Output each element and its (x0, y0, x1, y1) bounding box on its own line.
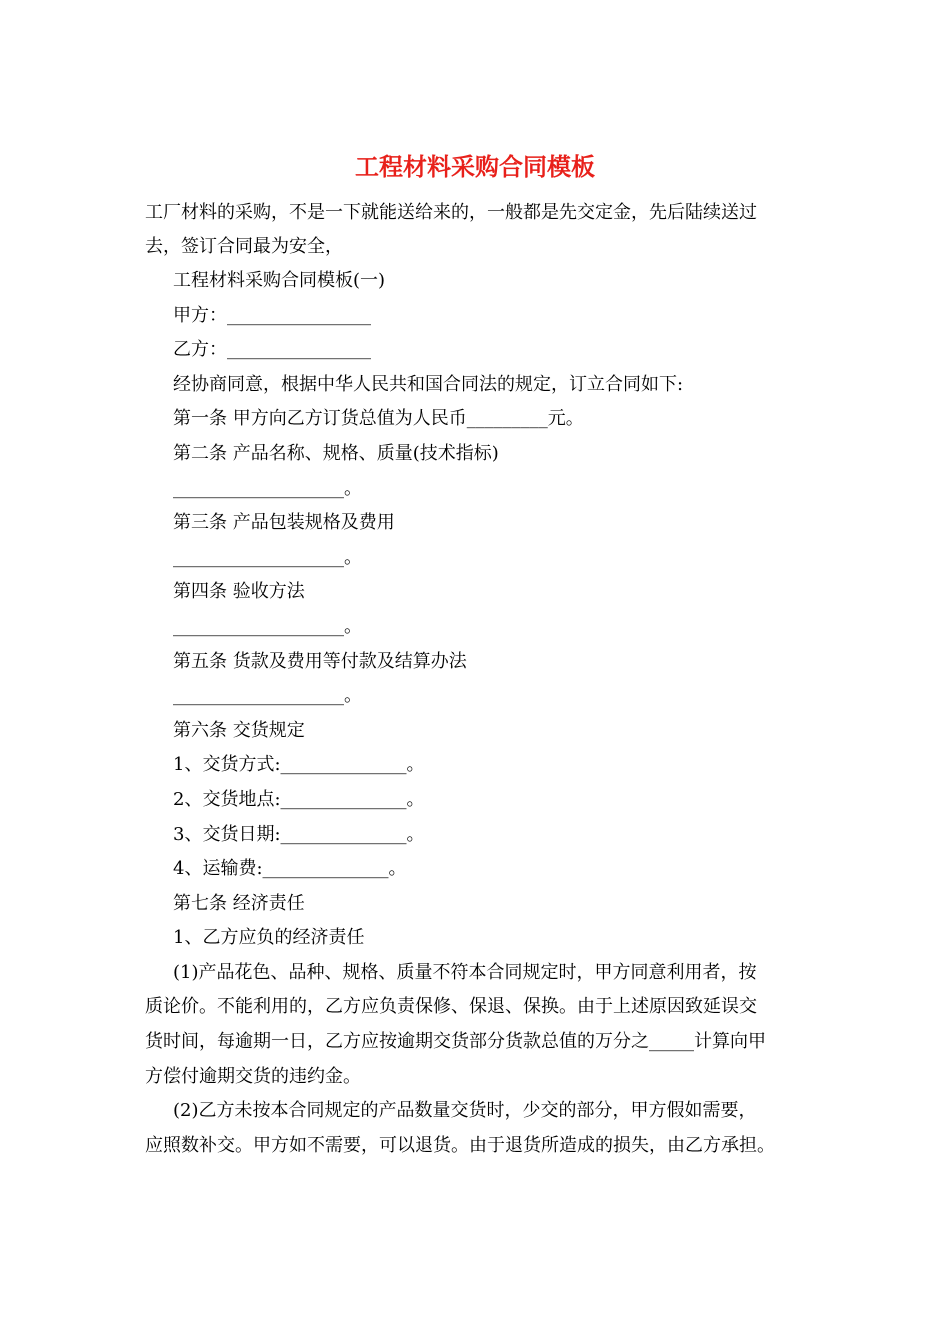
clause-2-line: 应照数补交。甲方如不需要，可以退货。由于退货所造成的损失，由乙方承担。 (145, 1134, 775, 1156)
agreement-line: 经协商同意，根据中华人民共和国合同法的规定，订立合同如下: (173, 373, 684, 395)
blank-line: ___________________。 (173, 685, 362, 707)
transport-fee: 4、运输费:______________。 (173, 858, 407, 880)
section-heading: 工程材料采购合同模板(一) (173, 270, 386, 291)
party-b-liability: 1、乙方应负的经济责任 (173, 927, 365, 949)
clause-1-line: 货时间，每逾期一日，乙方应按逾期交货部分货款总值的万分之_____计算向甲 (145, 1031, 766, 1053)
document-title: 工程材料采购合同模板 (355, 152, 595, 181)
article-1: 第一条 甲方向乙方订货总值为人民币_________元。 (173, 408, 584, 430)
blank-line: ___________________。 (173, 546, 362, 568)
article-7: 第七条 经济责任 (173, 892, 305, 914)
clause-1-line: 方偿付逾期交货的违约金。 (145, 1065, 361, 1087)
article-3: 第三条 产品包装规格及费用 (173, 512, 395, 534)
blank-line: ___________________。 (173, 615, 362, 637)
clause-1-line: 质论价。不能利用的，乙方应负责保修、保退、保换。由于上述原因致延误交 (145, 996, 757, 1018)
contract-body (145, 264, 810, 1163)
party-a-line: 甲方：________________ (173, 304, 371, 326)
article-2: 第二条 产品名称、规格、质量(技术指标) (173, 442, 499, 464)
article-4: 第四条 验收方法 (173, 581, 305, 603)
intro-line: 去，签订合同最为安全， (145, 236, 343, 257)
delivery-date: 3、交货日期:______________。 (173, 823, 425, 845)
delivery-method: 1、交货方式:______________。 (173, 754, 425, 776)
intro-line: 工厂材料的采购，不是一下就能送给来的，一般都是先交定金，先后陆续送过 (145, 202, 757, 223)
party-b-line: 乙方：________________ (173, 339, 371, 361)
clause-2-line: (2)乙方未按本合同规定的产品数量交货时，少交的部分，甲方假如需要， (173, 1100, 757, 1122)
article-6: 第六条 交货规定 (173, 719, 305, 741)
blank-line: ___________________。 (173, 477, 362, 499)
delivery-location: 2、交货地点:______________。 (173, 788, 425, 810)
clause-1-line: (1)产品花色、品种、规格、质量不符本合同规定时，甲方同意利用者，按 (173, 961, 757, 983)
intro-paragraph (145, 196, 810, 264)
article-5: 第五条 货款及费用等付款及结算办法 (173, 650, 467, 672)
